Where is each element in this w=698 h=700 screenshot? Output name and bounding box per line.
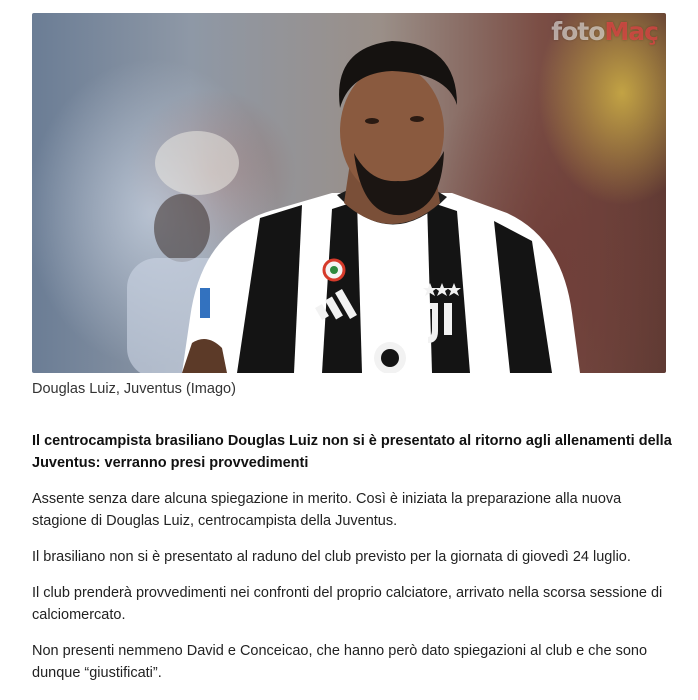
article-lead: Il centrocampista brasiliano Douglas Luiz non si è presentato al ritorno agli allenamenti della Juventus: verranno presi provvedimenti — [32, 433, 672, 471]
article-paragraph: Il brasiliano non si è presentato al raduno del club previsto per la giornata di giovedì 24 luglio. — [32, 549, 631, 565]
article-paragraph: Il club prenderà provvedimenti nei confronti del proprio calciatore, arrivato nella scorsa sessione di calciomercato. — [32, 585, 663, 623]
player-illustration — [32, 13, 666, 373]
photo-caption: Douglas Luiz, Juventus (Imago) — [32, 381, 236, 397]
article-paragraph: Non presenti nemmeno David e Conceicao, che hanno però dato spiegazioni al club e che sono dunque “giustificati”. — [32, 643, 648, 681]
article-paragraph: Assente senza dare alcuna spiegazione in merito. Così è iniziata la preparazione alla nuova stagione di Douglas Luiz, centrocampista della Juventus. — [32, 491, 622, 529]
watermark-logo: fotoMaç — [551, 17, 658, 46]
article-body — [32, 430, 672, 698]
article-photo — [32, 13, 666, 373]
